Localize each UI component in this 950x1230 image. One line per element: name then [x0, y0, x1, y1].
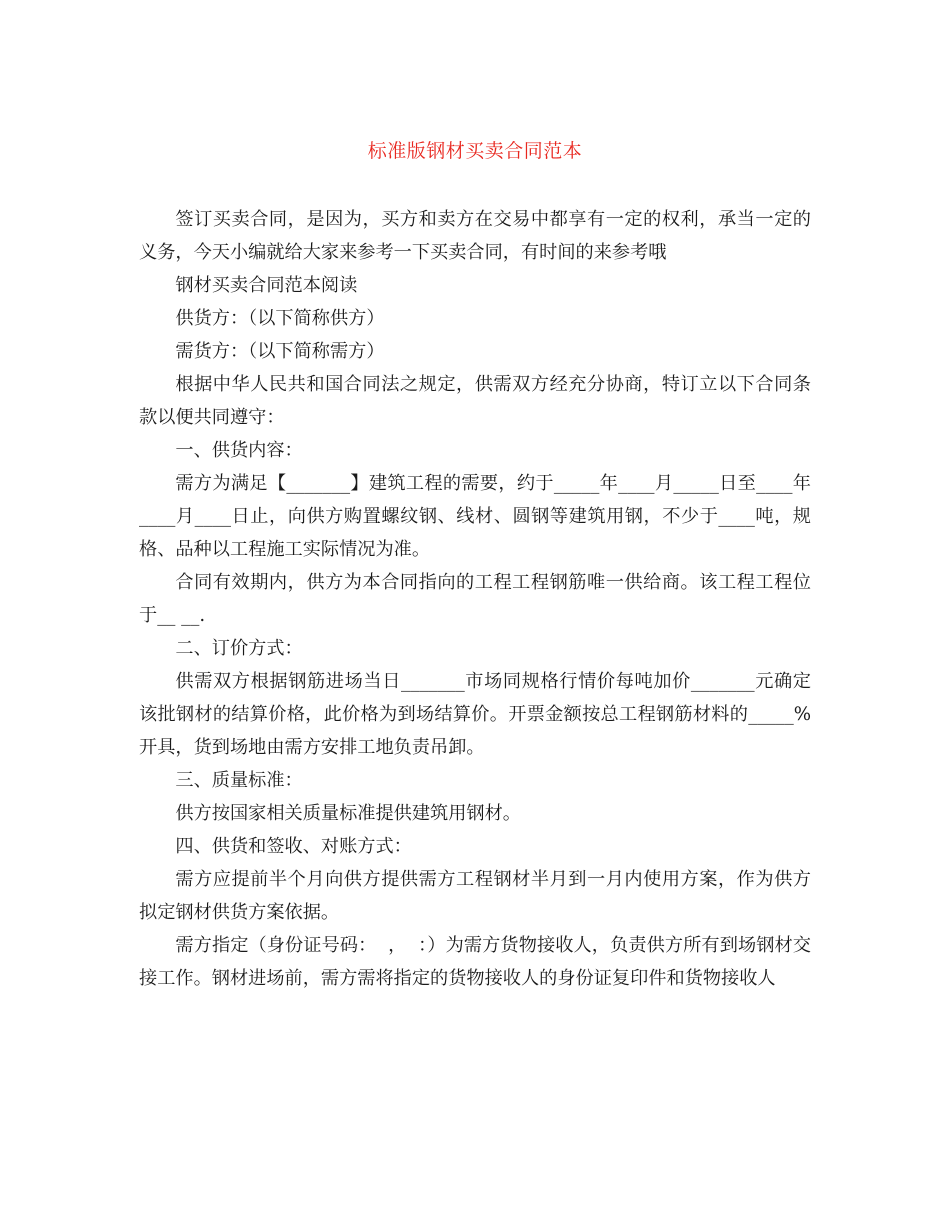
paragraph-preamble: 根据中华人民共和国合同法之规定，供需双方经充分协商，特订立以下合同条款以便共同遵守：: [139, 374, 811, 428]
document-title: 标准版钢材买卖合同范本: [367, 140, 583, 162]
section-heading-delivery: 四、供货和签收、对账方式：: [175, 836, 412, 857]
paragraph-sole-supplier: 合同有效期内，供方为本合同指向的工程工程钢筋唯一供给商。该工程工程位于__ __.: [139, 572, 811, 626]
paragraph-supply-content: 需方为满足【_______】建筑工程的需要，约于_____年____月_____日至____年____月____日止，向供方购置螺纹钢、线材、圆钢等建筑用钢，不少于____吨，规格、品种以工程施工实际情况为准。: [139, 473, 811, 560]
section-heading-pricing: 二、订价方式：: [175, 638, 303, 659]
paragraph-pricing: 供需双方根据钢筋进场当日_______市场同规格行情价每吨加价_______元确定该批钢材的结算价格，此价格为到场结算价。开票金额按总工程钢筋材料的_____%开具，货到场地由需方安排工地负责吊卸。: [139, 671, 811, 758]
section-heading-supply-content: 一、供货内容：: [175, 440, 303, 461]
paragraph-receiver: 需方指定（身份证号码： ， ：）为需方货物接收人，负责供方所有到场钢材交接工作。钢材进场前，需方需将指定的货物接收人的身份证复印件和货物接收人: [139, 935, 811, 989]
paragraph-intro: 签订买卖合同，是因为，买方和卖方在交易中都享有一定的权利，承当一定的义务，今天小编就给大家来参考一下买卖合同，有时间的来参考哦: [139, 209, 811, 263]
paragraph-delivery-plan: 需方应提前半个月向供方提供需方工程钢材半月到一月内使用方案，作为供方拟定钢材供货方案依据。: [139, 869, 811, 923]
document-body: [139, 203, 811, 995]
paragraph-buyer: 需货方：（以下简称需方）: [175, 341, 385, 362]
paragraph-reading-heading: 钢材买卖合同范本阅读: [175, 275, 358, 296]
section-heading-quality: 三、质量标准：: [175, 770, 303, 791]
paragraph-quality: 供方按国家相关质量标准提供建筑用钢材。: [175, 803, 521, 824]
paragraph-supplier: 供货方：（以下简称供方）: [175, 308, 385, 329]
